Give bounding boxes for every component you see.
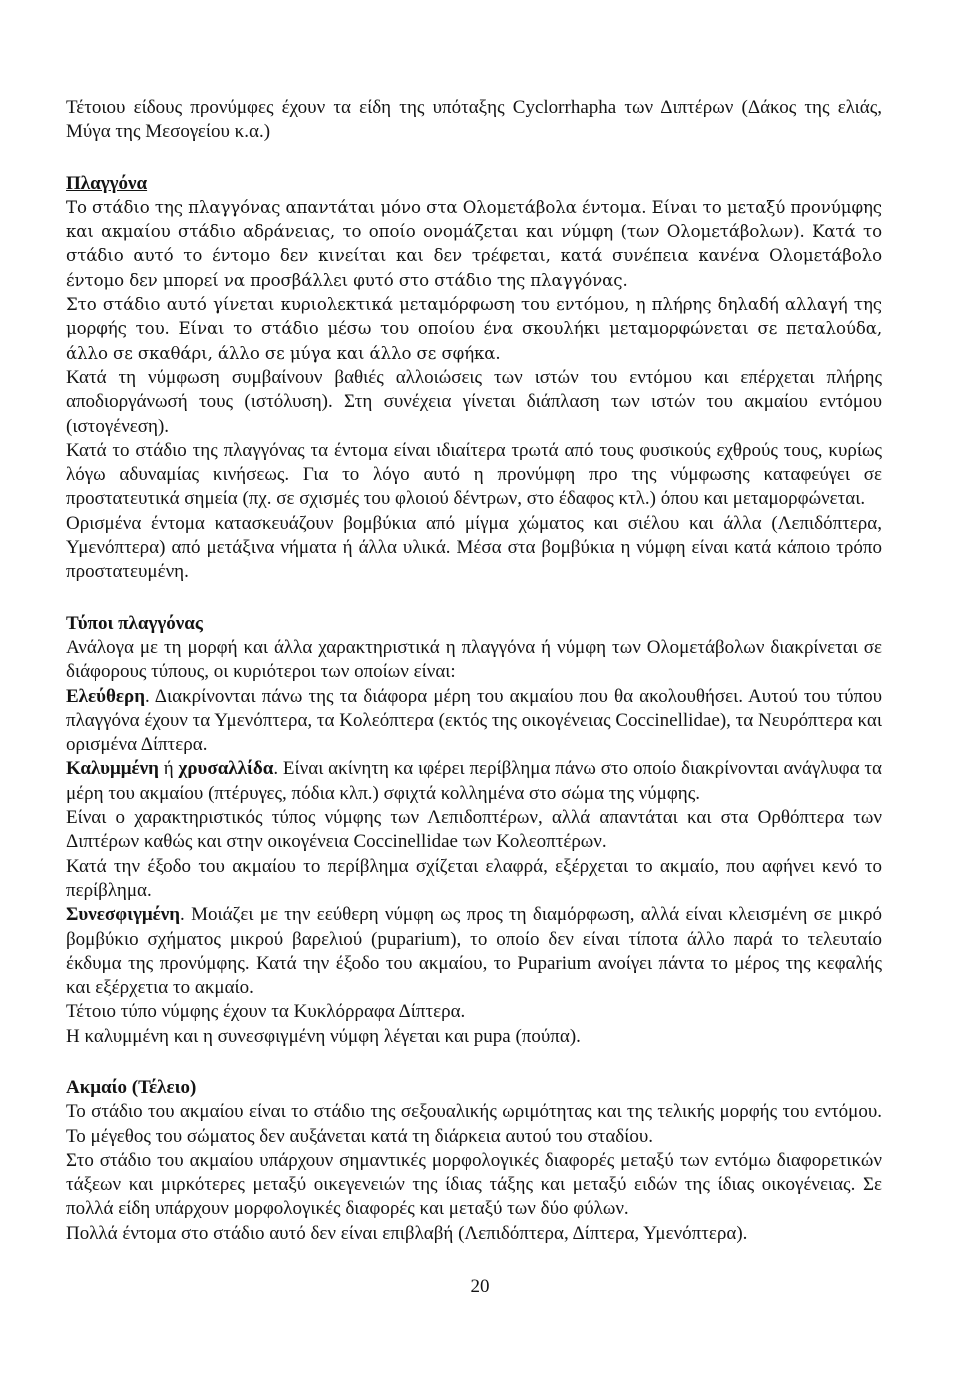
type-free-paragraph [66, 685, 882, 758]
type-coarctate-paragraph [66, 903, 882, 1000]
section-title-pupa-types: Τύποι πλαγγόνας [66, 612, 203, 634]
type-coarctate-extra-1: Τέτοιο τύπο νύμφης έχουν τα Κυκλόρραφα Δίπτερα. [66, 1001, 466, 1023]
adult-paragraph-3: Πολλά έντομα στο στάδιο αυτό δεν είναι επιβλαβή (Λεπιδόπτερα, Δίπτερα, Υμενόπτερα). [66, 1222, 748, 1244]
section-title-adult: Ακμαίο (Τέλειο) [66, 1076, 197, 1098]
pupa-types-intro: Ανάλογα με τη μορφή και άλλα χαρακτηριστικά η πλαγγόνα ή νύμφη των Ολομετάβολων διακρίνεται σε διάφορους τύπους, οι κυριότεροι των οποίων είναι: [66, 636, 882, 683]
type-covered-text: . Είναι ακίνητη κα ιφέρει περίβλημα πάνω στο οποίο διακρίνονται ανάγλυφα τα μέρη του ακμαίου (πτέρυγες, πόδια κλπ.) σφιχτά κολλημένα στο σώμα της νύμφης. [66, 758, 883, 804]
type-covered-connector: ή [158, 758, 179, 780]
intro-paragraph: Τέτοιου είδους προνύμφες έχουν τα είδη της υπόταξης Cyclorrhapha των Διπτέρων (Δάκος της ελιάς, Μύγα της Μεσογείου κ.α.) [66, 97, 882, 143]
type-coarctate-text: . Μοιάζει με την εεύθερη νύμφη ως προς τη διαμόρφωση, αλλά είναι κλεισμένη σε μικρό βομβύκιο σχήματος μικρού βαρελιού (puparium), το οποίο δεν είναι τίποτα άλλο παρά το τελευταίο έκδυμα της προνύμφης. Κατά την έξοδο του ακμαίου, το Puparium ανοίγει πάντα το μέρος της κεφαλής και εξέρχετια το ακμαίο. [66, 904, 882, 999]
type-covered-paragraph [66, 757, 882, 806]
type-covered-term: Καλυμμένη [66, 758, 159, 780]
section-title-pupa: Πλαγγόνα [66, 172, 148, 194]
page-number: 20 [470, 1276, 490, 1297]
type-free-text: . Διακρίνονται πάνω της τα διάφορα μέρη του ακμαίου που θα ακολουθήσει. Αυτού του τύπου πλαγγόνα έχουν τα Υμενόπτερα, τα Κολεόπτερα (εκτός της οικογένειας Coccinellidae), τα Νευρόπτερα και ορισμένα Δίπτερα. [66, 685, 882, 756]
spacer [66, 145, 882, 172]
type-covered-extra-2: Κατά την έξοδο του ακμαίου το περίβλημα σχίζεται ελαφρά, εξέρχεται το ακμαίο, που αφήνει κενό το περίβλημα. [66, 855, 882, 901]
pupa-paragraph-4: Κατά το στάδιο της πλαγγόνας τα έντομα είναι ιδιαίτερα τρωτά από τους φυσικούς εχθρούς τους, κυρίως λόγω αδυναμίας κινήσεως. Για το λόγο αυτό η προνύμφη προ της νύμφωσης καταφεύγει σε προστατευτικά σημεία (πχ. σε σχισμές του φλοιού δέντρων, στο έδαφος κτλ.) όπου και μεταμορφώνεται. [66, 439, 882, 510]
type-covered-term-alt: χρυσαλλίδα [178, 758, 274, 780]
adult-paragraph-2: Στο στάδιο του ακμαίου υπάρχουν σημαντικές μορφολογικές διαφορές μεταξύ των εντόμω διαφορετικών τάξεων και μιρκότερες μεταξύ οικεγενειών της ίδιας τάξης και μεταξύ ειδών της ίδιας οικογένειας. Σε πολλά είδη υπάρχουν μορφολογικές διαφορές και μεταξύ των δύο φύλων. [66, 1149, 882, 1220]
page-body [66, 96, 882, 1246]
adult-paragraph-1: Το στάδιο του ακμαίου είναι το στάδιο της σεξουαλικής ωριμότητας και της τελικής μορφής του εντόμου. Το μέγεθος του σώματος δεν αυξάνεται κατά τη διάρκεια αυτού του σταδίου. [66, 1101, 882, 1147]
spacer [66, 585, 882, 612]
type-coarctate-extra-2: Η καλυμμένη και η συνεσφιγμένη νύμφη λέγεται και pupa (πούπα). [66, 1025, 581, 1047]
type-coarctate-term: Συνεσφιγμένη [66, 904, 181, 926]
spacer [66, 1049, 882, 1076]
type-free-term: Ελεύθερη [66, 685, 145, 707]
pupa-paragraph-1: Το στάδιο της πλαγγόνας απαντάται μόνο στα Ολομετάβολα έντομα. Είναι το μεταξύ προνύμφης και ακμαίου στάδιο αδράνειας, το οποίο ονομάζεται και νύμφη (των Ολομετάβολων). Κατά το στάδιο αυτό το έντομο δεν κινείται και δεν τρέφεται, κατά συνέπεια κανένα Ολομετάβολο έντομο δεν μπορεί να προσβάλλει φυτό στο στάδιο της πλαγγόνας. [66, 197, 882, 290]
pupa-paragraph-2: Στο στάδιο αυτό γίνεται κυριολεκτικά μεταμόρφωση του εντόμου, η πλήρης δηλαδή αλλαγή της μορφής του. Είναι το στάδιο μέσω του οποίου ένα σκουλήκι μεταμορφώνεται σε πεταλούδα, άλλο σε σκαθάρι, άλλο σε μύγα και άλλο σε σφήκα. [66, 295, 882, 363]
pupa-paragraph-3: Κατά τη νύμφωση συμβαίνουν βαθιές αλλοιώσεις των ιστών του εντόμου και επέρχεται πλήρης αποδιοργάνωσή τους (ιστόλυση). Στη συνέχεια γίνεται διάπλαση των ιστών του ακμαίου εντόμου (ιστογένεση). [66, 366, 882, 437]
type-covered-extra-1: Είναι ο χαρακτηριστικός τύπος νύμφης των Λεπιδοπτέρων, αλλά απαντάται και στα Ορθόπτερα των Διπτέρων καθώς και στην οικογένεια Coccinellidae των Κολεοπτέρων. [66, 807, 882, 853]
pupa-paragraph-5: Ορισμένα έντομα κατασκευάζουν βομβύκια από μίγμα χώματος και σιέλου και άλλα (Λεπιδόπτερα, Υμενόπτερα) από μετάξινα νήματα ή άλλα υλικά. Μέσα στα βομβύκια η νύμφη είναι κατά κάποιο τρόπο προστατευμένη. [66, 512, 882, 583]
